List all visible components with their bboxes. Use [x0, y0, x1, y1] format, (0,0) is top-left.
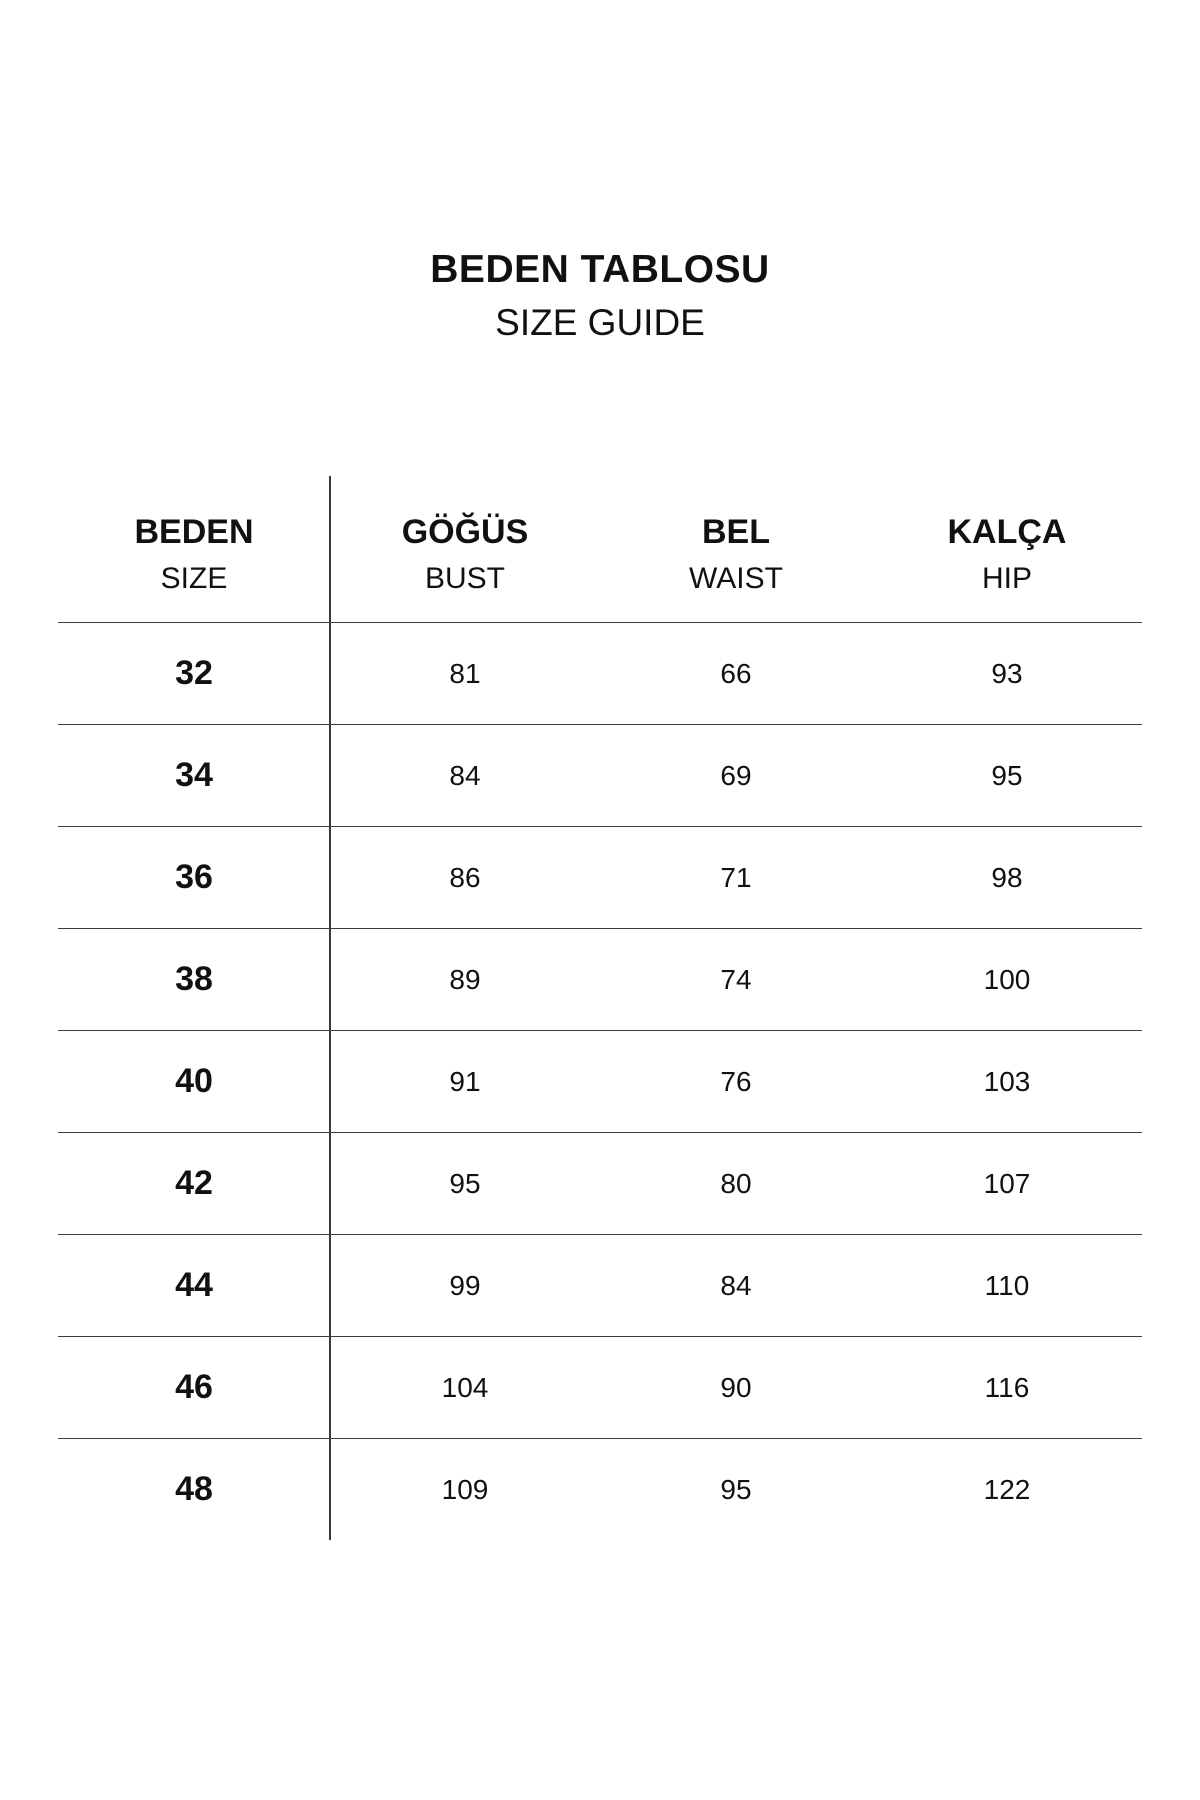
- table-header-row: [58, 476, 1142, 623]
- size-cell: 34: [175, 756, 213, 794]
- header-bust-tr: GÖĞÜS: [401, 513, 529, 551]
- hip-cell: 107: [983, 1167, 1031, 1199]
- size-cell: 38: [175, 960, 213, 998]
- bust-cell: 99: [449, 1269, 481, 1301]
- size-cell: 48: [175, 1470, 213, 1508]
- table-row: [58, 1235, 1142, 1337]
- size-cell: 32: [175, 654, 213, 692]
- header-bust-en: BUST: [424, 562, 505, 595]
- size-cell: 42: [175, 1164, 213, 1202]
- size-cell: 44: [175, 1266, 213, 1304]
- hip-cell: 93: [991, 657, 1023, 689]
- table-row: [58, 1133, 1142, 1235]
- hip-cell: 122: [983, 1473, 1031, 1505]
- page-subtitle: SIZE GUIDE: [495, 302, 705, 343]
- size-cell: 40: [175, 1062, 213, 1100]
- table-row: [58, 827, 1142, 929]
- column-divider: [329, 1337, 331, 1438]
- header-bust: [330, 476, 600, 622]
- column-divider: [329, 827, 331, 928]
- bust-cell: 86: [449, 861, 481, 893]
- header-size-tr: BEDEN: [134, 513, 254, 551]
- hip-cell: 116: [984, 1371, 1030, 1403]
- waist-cell: 90: [720, 1371, 752, 1403]
- header-hip-en: HIP: [981, 562, 1032, 595]
- column-divider: [329, 725, 331, 826]
- waist-cell: 74: [720, 963, 752, 995]
- table-row: [58, 623, 1142, 725]
- waist-cell: 66: [720, 657, 752, 689]
- waist-cell: 71: [720, 861, 752, 893]
- header-size: [58, 476, 330, 622]
- table-row: [58, 725, 1142, 827]
- table-row: [58, 1337, 1142, 1439]
- bust-cell: 109: [441, 1473, 489, 1505]
- size-table: [58, 476, 1142, 1540]
- header-waist: [600, 476, 872, 622]
- column-divider: [329, 929, 331, 1030]
- bust-cell: 95: [449, 1167, 481, 1199]
- hip-cell: 95: [991, 759, 1023, 791]
- waist-cell: 84: [720, 1269, 752, 1301]
- bust-cell: 89: [449, 963, 481, 995]
- title-block: [0, 246, 1200, 348]
- hip-cell: 103: [983, 1065, 1031, 1097]
- waist-cell: 69: [720, 759, 752, 791]
- bust-cell: 84: [449, 759, 481, 791]
- table-row: [58, 1439, 1142, 1540]
- hip-cell: 100: [983, 963, 1031, 995]
- header-hip: [872, 476, 1142, 622]
- column-divider: [329, 1235, 331, 1336]
- waist-cell: 80: [720, 1167, 752, 1199]
- size-cell: 46: [175, 1368, 213, 1406]
- size-cell: 36: [175, 858, 213, 896]
- bust-cell: 91: [449, 1065, 481, 1097]
- waist-cell: 76: [720, 1065, 752, 1097]
- column-divider: [329, 476, 331, 622]
- table-row: [58, 1031, 1142, 1133]
- header-hip-tr: KALÇA: [947, 513, 1067, 551]
- column-divider: [329, 1031, 331, 1132]
- bust-cell: 104: [441, 1371, 489, 1403]
- table-row: [58, 929, 1142, 1031]
- page-title: BEDEN TABLOSU: [430, 248, 770, 291]
- hip-cell: 110: [984, 1269, 1030, 1301]
- waist-cell: 95: [720, 1473, 752, 1505]
- header-waist-en: WAIST: [689, 562, 783, 595]
- column-divider: [329, 1439, 331, 1540]
- bust-cell: 81: [449, 657, 481, 689]
- header-size-en: SIZE: [160, 562, 228, 595]
- column-divider: [329, 1133, 331, 1234]
- hip-cell: 98: [991, 861, 1023, 893]
- column-divider: [329, 623, 331, 724]
- header-waist-tr: BEL: [702, 513, 770, 551]
